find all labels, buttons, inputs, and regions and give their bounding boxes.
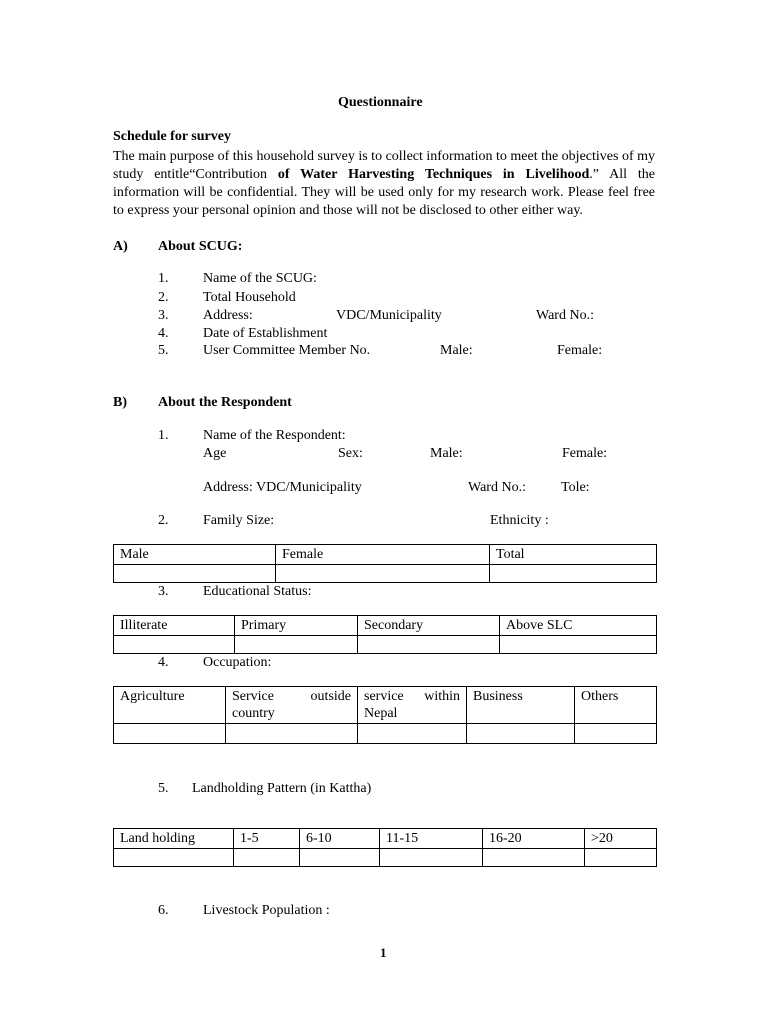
table-header-cell: 11-15	[380, 829, 483, 849]
landholding-table	[113, 828, 657, 867]
table-header-cell: Primary	[235, 616, 358, 636]
a-item-1-label: Name of the SCUG:	[203, 271, 317, 286]
page-title: Questionnaire	[338, 95, 423, 110]
intro-text-1: The main purpose of this household survey is to collect information to meet the objectives of my study entitle“Contribution	[113, 149, 655, 182]
a-item-4-label: Date of Establishment	[203, 326, 328, 341]
a-item-5-label: User Committee Member No.	[203, 343, 371, 358]
table-header-row	[114, 545, 657, 565]
table-header-row	[114, 829, 657, 849]
b-q5-num: 5.	[158, 781, 169, 796]
a-item-3-label: Address:	[203, 308, 253, 323]
page-number: 1	[380, 945, 387, 960]
table-blank-cell	[114, 724, 226, 744]
table-blank-cell	[234, 849, 300, 867]
a-item-3-vdc: VDC/Municipality	[336, 308, 442, 323]
b-q1-male: Male:	[430, 446, 463, 461]
table-blank-cell	[114, 565, 276, 583]
table-blank-cell	[358, 636, 500, 654]
b-q2-num: 2.	[158, 513, 169, 528]
family-size-table	[113, 544, 657, 583]
occupation-table	[113, 686, 657, 744]
table-blank-row	[114, 565, 657, 583]
b-q1-age: Age	[203, 446, 227, 461]
table-header-cell: Others	[575, 687, 657, 724]
table-blank-row	[114, 636, 657, 654]
b-q1-tole: Tole:	[561, 480, 590, 495]
b-q4-label: Occupation:	[203, 655, 272, 670]
b-q1-female: Female:	[562, 446, 608, 461]
a-item-4-num: 4.	[158, 326, 169, 341]
b-q3-num: 3.	[158, 584, 169, 599]
table-header-cell: Male	[114, 545, 276, 565]
b-q1-label: Name of the Respondent:	[203, 428, 346, 443]
table-blank-row	[114, 724, 657, 744]
table-header-cell: 16-20	[483, 829, 585, 849]
table-blank-row	[114, 849, 657, 867]
table-header-cell: Above SLC	[500, 616, 657, 636]
intro-study-title: of Water Harvesting Techniques in Livelihood	[277, 167, 590, 182]
table-blank-cell	[490, 565, 657, 583]
table-header-cell: Land holding	[114, 829, 234, 849]
intro-paragraph	[113, 148, 655, 220]
b-q6-label: Livestock Population :	[203, 903, 330, 918]
education-table	[113, 615, 657, 654]
table-header-cell: 6-10	[300, 829, 380, 849]
b-q1-address: Address: VDC/Municipality	[203, 480, 362, 495]
intro-text-2: .” All the information will be confidential. They will be used only for my research work. Please feel free to express your personal opinion and those will not be disclosed to other either way.	[113, 167, 655, 218]
table-blank-cell	[226, 724, 358, 744]
table-blank-cell	[235, 636, 358, 654]
a-item-5-num: 5.	[158, 343, 169, 358]
b-q6-num: 6.	[158, 903, 169, 918]
b-q2-label: Family Size:	[203, 513, 275, 528]
a-item-2-num: 2.	[158, 290, 169, 305]
table-blank-cell	[585, 849, 657, 867]
b-q1-ward: Ward No.:	[468, 480, 526, 495]
table-header-cell: Secondary	[358, 616, 500, 636]
b-q1-sex: Sex:	[338, 446, 363, 461]
table-blank-cell	[575, 724, 657, 744]
a-item-5-female: Female:	[557, 343, 603, 358]
table-header-cell: service within Nepal	[358, 687, 467, 724]
table-blank-cell	[114, 849, 234, 867]
table-header-cell: Female	[276, 545, 490, 565]
b-q3-label: Educational Status:	[203, 584, 312, 599]
table-header-cell: Illiterate	[114, 616, 235, 636]
table-blank-cell	[114, 636, 235, 654]
table-header-cell: Business	[467, 687, 575, 724]
schedule-heading: Schedule for survey	[113, 129, 231, 144]
b-q5-label: Landholding Pattern (in Kattha)	[192, 781, 372, 796]
table-header-row	[114, 687, 657, 724]
table-blank-cell	[483, 849, 585, 867]
section-a-title: About SCUG:	[158, 239, 243, 254]
table-header-row	[114, 616, 657, 636]
section-b-letter: B)	[113, 395, 127, 410]
table-header-cell: >20	[585, 829, 657, 849]
table-header-cell: Total	[490, 545, 657, 565]
table-blank-cell	[467, 724, 575, 744]
b-q2-ethnicity: Ethnicity :	[490, 513, 549, 528]
table-blank-cell	[300, 849, 380, 867]
section-b-title: About the Respondent	[158, 395, 292, 410]
table-header-cell: Service outside country	[226, 687, 358, 724]
table-blank-cell	[500, 636, 657, 654]
table-blank-cell	[358, 724, 467, 744]
a-item-2-label: Total Household	[203, 290, 296, 305]
table-header-cell: 1-5	[234, 829, 300, 849]
a-item-5-male: Male:	[440, 343, 473, 358]
table-blank-cell	[380, 849, 483, 867]
table-blank-cell	[276, 565, 490, 583]
b-q1-num: 1.	[158, 428, 169, 443]
a-item-3-ward: Ward No.:	[536, 308, 594, 323]
b-q4-num: 4.	[158, 655, 169, 670]
a-item-1-num: 1.	[158, 271, 169, 286]
a-item-3-num: 3.	[158, 308, 169, 323]
section-a-letter: A)	[113, 239, 128, 254]
table-header-cell: Agriculture	[114, 687, 226, 724]
